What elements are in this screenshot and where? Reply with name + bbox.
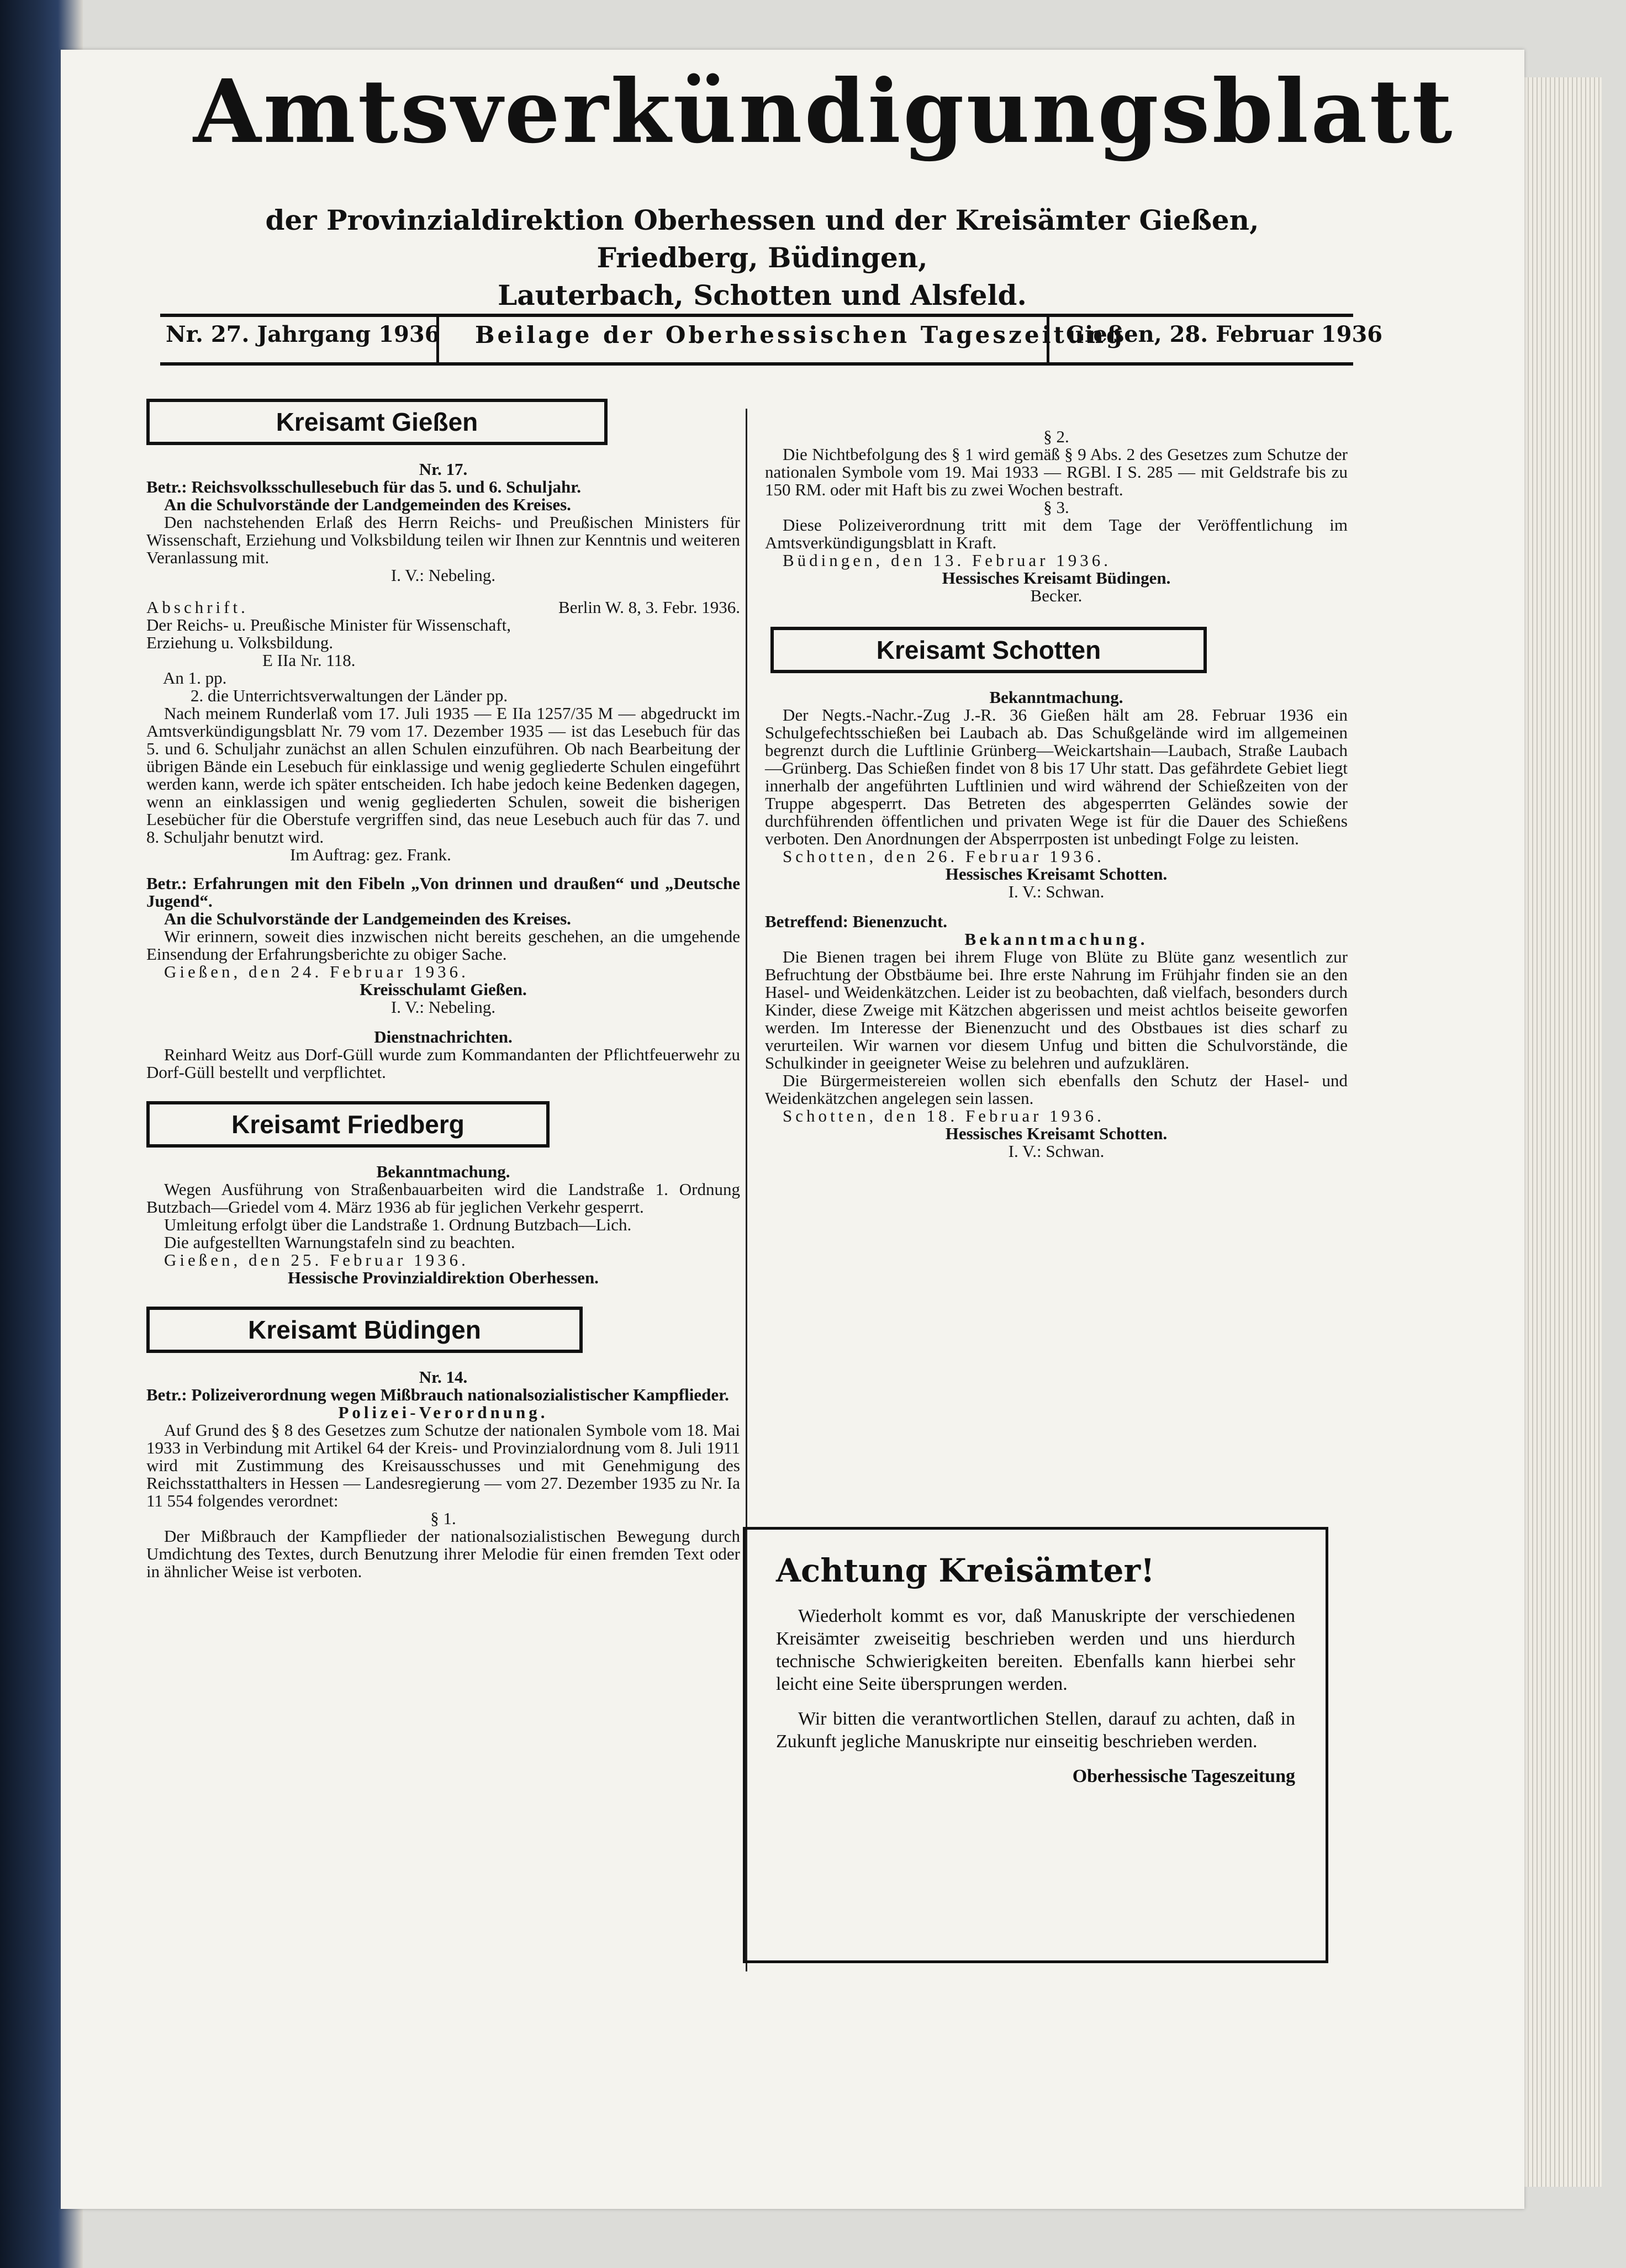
subtitle-line-1: der Provinzialdirektion Oberhessen und der Kreisämter Gießen, Friedberg, Büdingen, — [265, 204, 1259, 274]
friedberg-date: Gießen, den 25. Februar 1936. — [164, 1250, 469, 1270]
header-rule-bottom — [160, 362, 1353, 366]
bienen-body-2: Die Bürgermeistereien wollen sich ebenfalls den Schutz der Hasel- und Weidenkätzchen angelegen sein lassen. — [765, 1071, 1348, 1108]
masthead-subtitle — [210, 202, 1314, 314]
supplement-line: Beilage der Oberhessischen Tageszeitung — [475, 321, 1126, 348]
notice-signature: Oberhessische Tageszeitung — [1072, 1766, 1295, 1786]
bienen-bek: Bekanntmachung. — [964, 929, 1148, 949]
giessen-sig-1: I. V.: Nebeling. — [390, 565, 496, 585]
section-heading-buedingen: Kreisamt Büdingen — [146, 1307, 583, 1353]
paragraph-2-text: Die Nichtbefolgung des § 1 wird gemäß § 9 Abs. 2 des Gesetzes zum Schutze der nationalen Symbole vom 19. Mai 1933 — RGBl. I S. 285 — mit Geldstrafe bis zu 150 RM. oder mit Haft bis zu zwei Wochen bestraft. — [765, 445, 1348, 499]
erlass-ref: E IIa Nr. 118. — [262, 651, 356, 670]
minister: Der Reichs- u. Preußische Minister für Wissenschaft, Erziehung u. Volksbildung. — [146, 615, 511, 652]
schotten-sig: I. V.: Schwan. — [1008, 882, 1105, 901]
an-1: An 1. pp. — [163, 668, 227, 688]
notice-box — [743, 1527, 1328, 1963]
giessen-date: Gießen, den 24. Februar 1936. — [164, 962, 469, 981]
schotten-date: Schotten, den 26. Februar 1936. — [783, 847, 1105, 866]
fibeln-an: An die Schulvorstände der Landgemeinden des Kreises. — [164, 909, 571, 928]
fibeln-body: Wir erinnern, soweit dies inzwischen nicht bereits geschehen, an die umgehende Einsendung der Erfahrungsberichte zu obiger Sache. — [146, 927, 740, 964]
abschrift-line — [146, 599, 740, 616]
schotten-office: Hessisches Kreisamt Schotten. — [945, 864, 1168, 884]
right-column — [765, 428, 1348, 1160]
erlass-body: Nach meinem Runderlaß vom 17. Juli 1935 — E IIa 1257/35 M — abgedruckt im Amtsverkündigungsblatt Nr. 79 vom 17. Dezember 1935 — ist das Lesebuch für das 5. und 6. Schuljahr zunächst an allen Schulen einzuführen. Ob nach Bearbeitung der übrigen Bände ein Lesebuch für einklassige und wenig gegliederte Schulen eingeführt werden kann, werde ich später entscheiden. Ich habe jedoch keine Bedenken dagegen, wenn an einklassigen und wenig gegliederten Schulen, soweit die bisherigen Lesebücher für die Oberstufe vergriffen sind, das neue Lesebuch auch für das 7. und 8. Schuljahr benutzt wird. — [146, 704, 740, 847]
giessen-an: An die Schulvorstände der Landgemeinden des Kreises. — [164, 495, 571, 514]
notice-paragraph-2: Wir bitten die verantwortlichen Stellen, darauf zu achten, daß in Zukunft jegliche Manuskripte nur einseitig beschrieben werden. — [776, 1709, 1295, 1752]
place-date: Gießen, 28. Februar 1936 — [1066, 321, 1383, 347]
issue-number: Nr. 27. Jahrgang 1936 — [166, 321, 440, 347]
giessen-betr: Betr.: Reichsvolksschullesebuch für das 5. und 6. Schuljahr. — [146, 477, 581, 496]
fibeln-betr: Betr.: Erfahrungen mit den Fibeln „Von drinnen und draußen“ und „Deutsche Jugend“. — [146, 874, 740, 911]
paragraph-3-text: Diese Polizeiverordnung tritt mit dem Tage der Veröffentlichung im Amtsverkündigungsblatt in Kraft. — [765, 515, 1348, 552]
section-heading-giessen: Kreisamt Gießen — [146, 399, 608, 445]
giessen-office: Kreisschulamt Gießen. — [360, 980, 527, 999]
schotten-body: Der Negts.-Nachr.-Zug J.-R. 36 Gießen hält am 28. Februar 1936 ein Schulgefechtsschießen bei Laubach ab. Das Schußgelände wird im allgemeinen begrenzt durch die Luftlinie Grünberg—Weickartshain—Laubach, Straße Laubach—Grünberg. Das Schießen findet von 8 bis 17 Uhr statt. Das gefährdete Gebiet liegt innerhalb der angeführten Luftlinien und wird während der Schießzeiten von der Truppe abgesperrt. Das Betreten des abgesperrten Geländes sowie der durchführenden öffentlichen und privaten Wege ist für die Dauer des Schießens verboten. Den Anordnungen der Absperrposten ist unbedingt Folge zu leisten. — [765, 705, 1348, 848]
bienen-sig: I. V.: Schwan. — [1008, 1141, 1105, 1161]
erlass-auftrag: Im Auftrag: gez. Frank. — [290, 845, 451, 864]
giessen-sig-2: I. V.: Nebeling. — [390, 997, 496, 1017]
friedberg-body-2: Umleitung erfolgt über die Landstraße 1. Ordnung Butzbach—Lich. — [164, 1215, 632, 1234]
an-2: 2. die Unterrichtsverwaltungen der Länder pp. — [191, 686, 508, 705]
friedberg-body: Wegen Ausführung von Straßenbauarbeiten wird die Landstraße 1. Ordnung Butzbach—Griedel vom 4. März 1936 ab für jeglichen Verkehr gesperrt. — [146, 1180, 740, 1217]
notice-title: Achtung Kreisämter! — [776, 1552, 1155, 1589]
paragraph-3: § 3. — [1043, 498, 1069, 517]
buedingen-office: Hessisches Kreisamt Büdingen. — [942, 568, 1171, 588]
paragraph-1: § 1. — [430, 1509, 456, 1528]
section-heading-friedberg: Kreisamt Friedberg — [146, 1101, 550, 1148]
friedberg-bek: Bekanntmachung. — [376, 1162, 510, 1181]
paragraph-1-text: Der Mißbrauch der Kampflieder der nationalsozialistischen Bewegung durch Umdichtung des Textes, durch Benutzung ihrer Melodie für einen fremden Text oder in ähnlicher Weise ist verboten. — [146, 1526, 740, 1581]
polizei-verordnung: Polizei-Verordnung. — [338, 1403, 548, 1422]
schotten-bek: Bekanntmachung. — [989, 688, 1123, 707]
header-rule-top — [160, 314, 1353, 317]
dienst-text: Reinhard Weitz aus Dorf-Güll wurde zum Kommandanten der Pflichtfeuerwehr zu Dorf-Güll bestellt und verpflichtet. — [146, 1045, 740, 1082]
abschrift-place: Berlin W. 8, 3. Febr. 1936. — [558, 598, 740, 617]
giessen-nr: Nr. 17. — [419, 459, 468, 479]
notice-paragraph-1: Wiederholt kommt es vor, daß Manuskripte der verschiedenen Kreisämter zweiseitig beschrieben werden und uns hierdurch technische Schwierigkeiten bereiten. Ebenfalls kann hierbei sehr leicht eine Seite übersprungen werden. — [776, 1606, 1295, 1694]
subtitle-line-2: Lauterbach, Schotten und Alsfeld. — [498, 279, 1027, 311]
giessen-intro: Den nachstehenden Erlaß des Herrn Reichs- und Preußischen Ministers für Wissenschaft, Erziehung und Volksbildung teilen wir Ihnen zur Kenntnis und weiteren Veranlassung mit. — [146, 512, 740, 567]
bienen-office: Hessisches Kreisamt Schotten. — [945, 1124, 1168, 1143]
bienen-body: Die Bienen tragen bei ihrem Fluge von Blüte zu Blüte ganz wesentlich zur Befruchtung der Obstbäume bei. Ihre erste Nahrung im Frühjahr finden sie an den Hasel- und Weidenkätzchen. Leider ist zu beobachten, daß vielfach, besonders durch Kinder, diese Zweige mit Kätzchen abgerissen und meist achtlos beiseite geworfen werden. Im Interesse der Bienenzucht und des Obstbaues ist dies scharf zu verurteilen. Wir warnen vor diesem Unfug und bitten die Schulvorstände, die Schulkinder in geeigneter Weise zu belehren und aufzuklären. — [765, 947, 1348, 1072]
dienst-heading: Dienstnachrichten. — [374, 1027, 513, 1046]
friedberg-office: Hessische Provinzialdirektion Oberhessen. — [288, 1268, 599, 1287]
bienen-date: Schotten, den 18. Februar 1936. — [783, 1106, 1105, 1125]
masthead-title: Amtsverkündigungsblatt — [193, 61, 1455, 163]
buedingen-body: Auf Grund des § 8 des Gesetzes zum Schutze der nationalen Symbole vom 18. Mai 1933 in Verbindung mit Artikel 64 der Kreis- und Provinzialordnung vom 8. Juli 1911 wird mit Zustimmung des Kreisausschusses und mit Genehmigung des Reichsstatthalters in Hessen — Landesregierung — vom 27. Dezember 1935 zu Nr. Ia 11 554 folgendes verordnet: — [146, 1420, 740, 1510]
buedingen-date: Büdingen, den 13. Februar 1936. — [783, 551, 1111, 570]
paragraph-2: § 2. — [1043, 427, 1069, 446]
abschrift-label: Abschrift. — [146, 598, 249, 617]
buedingen-betr: Betr.: Polizeiverordnung wegen Mißbrauch nationalsozialistischer Kampflieder. — [146, 1385, 729, 1404]
bienen-betr: Betreffend: Bienenzucht. — [765, 912, 948, 931]
friedberg-body-3: Die aufgestellten Warnungstafeln sind zu beachten. — [164, 1233, 515, 1252]
buedingen-nr: Nr. 14. — [419, 1367, 468, 1387]
left-column — [146, 399, 740, 1580]
section-heading-schotten: Kreisamt Schotten — [770, 627, 1207, 673]
buedingen-sig: Becker. — [1030, 586, 1083, 605]
